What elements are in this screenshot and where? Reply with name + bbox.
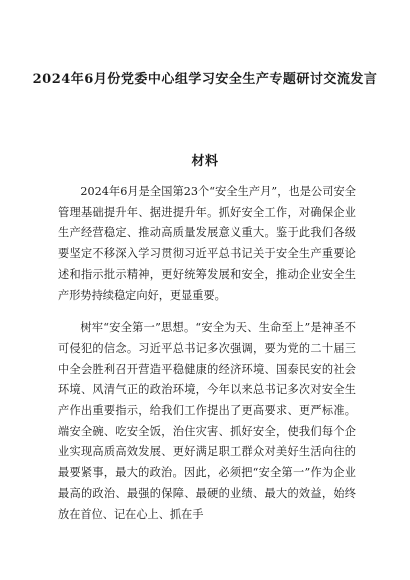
paragraph-safety-first: 树牢“安全第一”思想。“安全为天、生命至上”是神圣不可侵犯的信念。习近平总书记多次强调，要为党的二十届三中全会胜利召开营造平稳健康的经济环境、国泰民安的社会环境、风清气正的政治环境，今年以来总书记多次对安全生产作出重要指示，给我们工作提出了更高要求、更严标准。端安全碗、吃安全饭，治住灾害、抓好安全，使我们每个企业实现高质高效发展、更好满足职工群众对美好生活向往的最要紧事，最大的政治。因此，必须把“安全第一”作为企业最高的政治、最强的保障、最硬的业绩、最大的效益，始终放在首位、记在心上、抓在手 (58, 321, 356, 521)
paragraph-intro: 2024年6月是全国第23个“安全生产月”，也是公司安全管理基础提升年、据进提升年。抓好安全工作，对确保企业生产经营稳定、推动高质量发展意义重大。鉴于此我们各级要坚定不移深入学习贯彻习近平总书记关于安全生产重要论述和指示批示精神，更好统筹发展和安全，推动企业安全生产形势持续稳定向好，更显重要。 (58, 185, 356, 302)
document-title: 2024年6月份党委中心组学习安全生产专题研讨交流发言 (32, 72, 378, 87)
document-title-continuation: 材料 (191, 154, 219, 169)
document-body (58, 166, 356, 525)
